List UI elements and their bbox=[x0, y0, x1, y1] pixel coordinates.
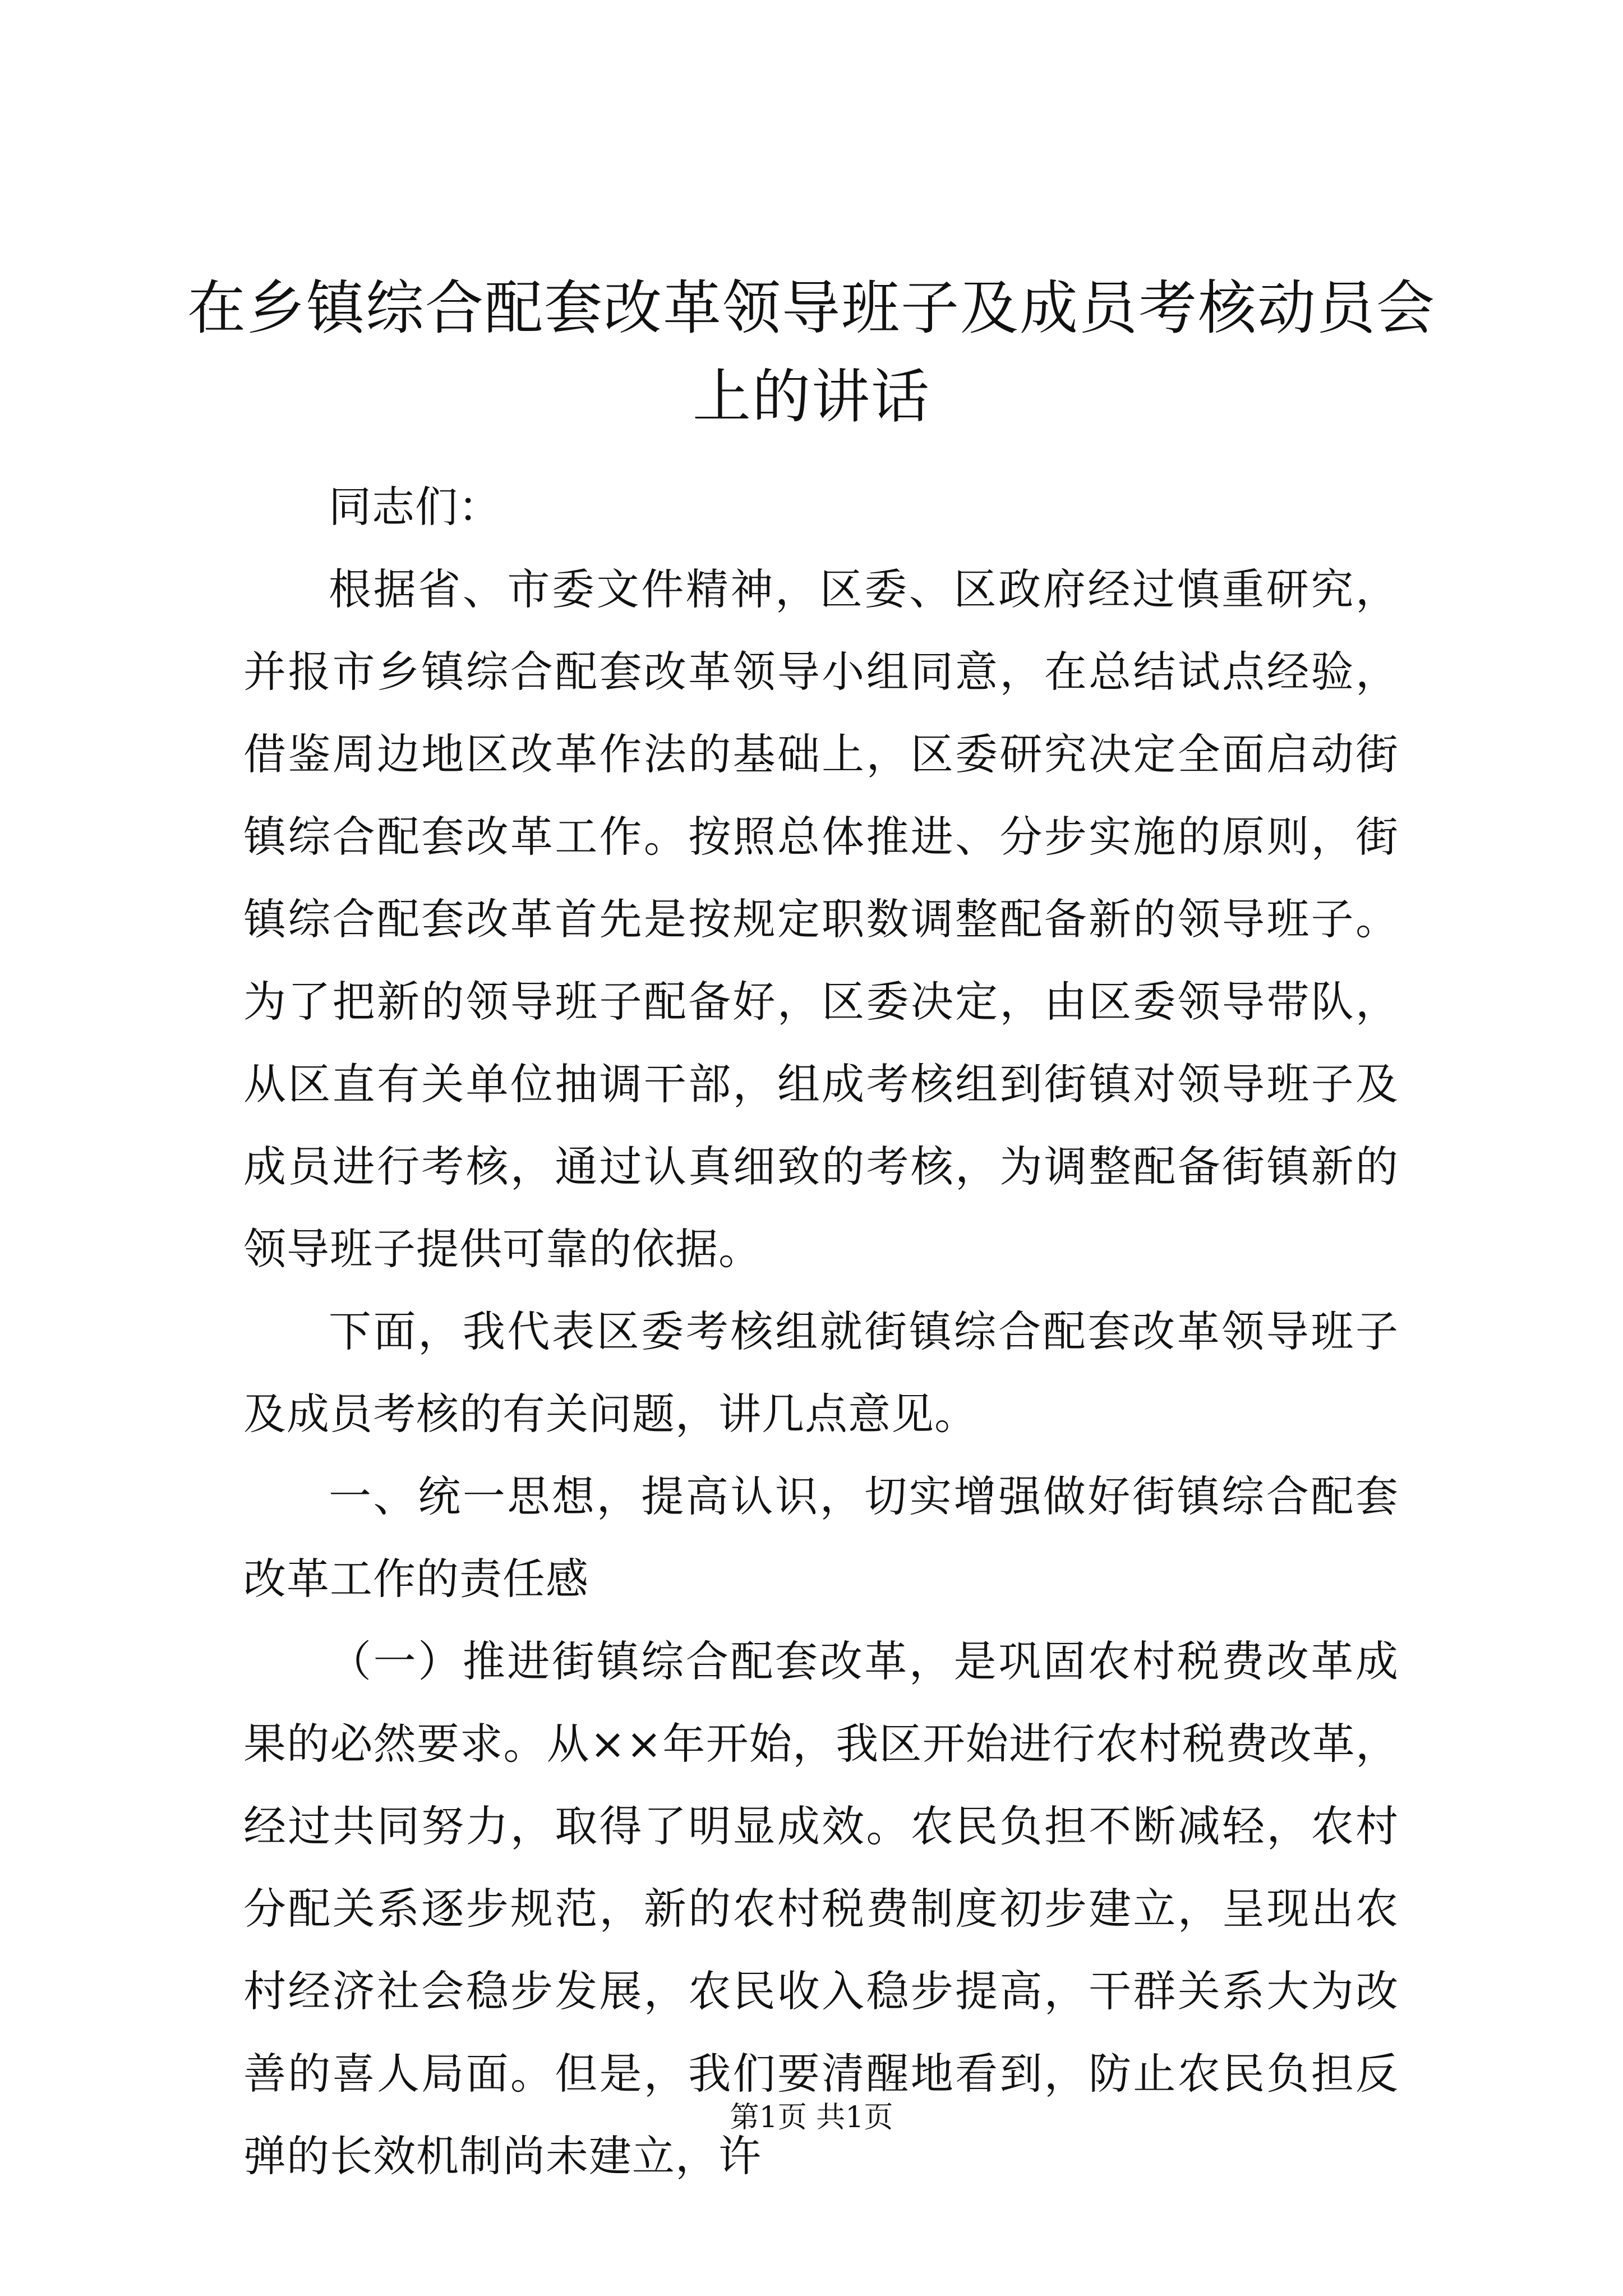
page-footer: 第1页 共1页 bbox=[730, 2101, 893, 2134]
document-body bbox=[243, 466, 1399, 2197]
body-paragraph: 下面，我代表区委考核组就街镇综合配套改革领导班子及成员考核的有关问题，讲几点意见。 bbox=[243, 1306, 1399, 1439]
body-paragraph: 根据省、市委文件精神，区委、区政府经过慎重研究，并报市乡镇综合配套改革领导小组同意，在总结试点经验，借鉴周边地区改革作法的基础上，区委研究决定全面启动街镇综合配套改革工作。按照总体推进、分步实施的原则，街镇综合配套改革首先是按规定职数调整配备新的领导班子。为了把新的领导班子配备好，区委决定，由区委领导带队，从区直有关单位抽调干部，组成考核组到街镇对领导班子及成员进行考核，通过认真细致的考核，为调整配备街镇新的领导班子提供可靠的依据。 bbox=[243, 564, 1399, 1274]
document-title: 在乡镇综合配套改革领导班子及成员考核动员会上的讲话 bbox=[187, 274, 1436, 431]
section-heading: 一、统一思想，提高认识，切实增强做好街镇综合配套改革工作的责任感 bbox=[243, 1471, 1399, 1604]
body-paragraph: （一）推进街镇综合配套改革，是巩固农村税费改革成果的必然要求。从××年开始，我区开始进行农村税费改革，经过共同努力，取得了明显成效。农民负担不断减轻，农村分配关系逐步规范，新的农村税费制度初步建立，呈现出农村经济社会稳步发展，农民收入稳步提高，干群关系大为改善的喜人局面。但是，我们要清醒地看到，防止农民负担反弹的长效机制尚未建立，许 bbox=[243, 1636, 1399, 2181]
salutation-paragraph: 同志们： bbox=[329, 482, 501, 532]
